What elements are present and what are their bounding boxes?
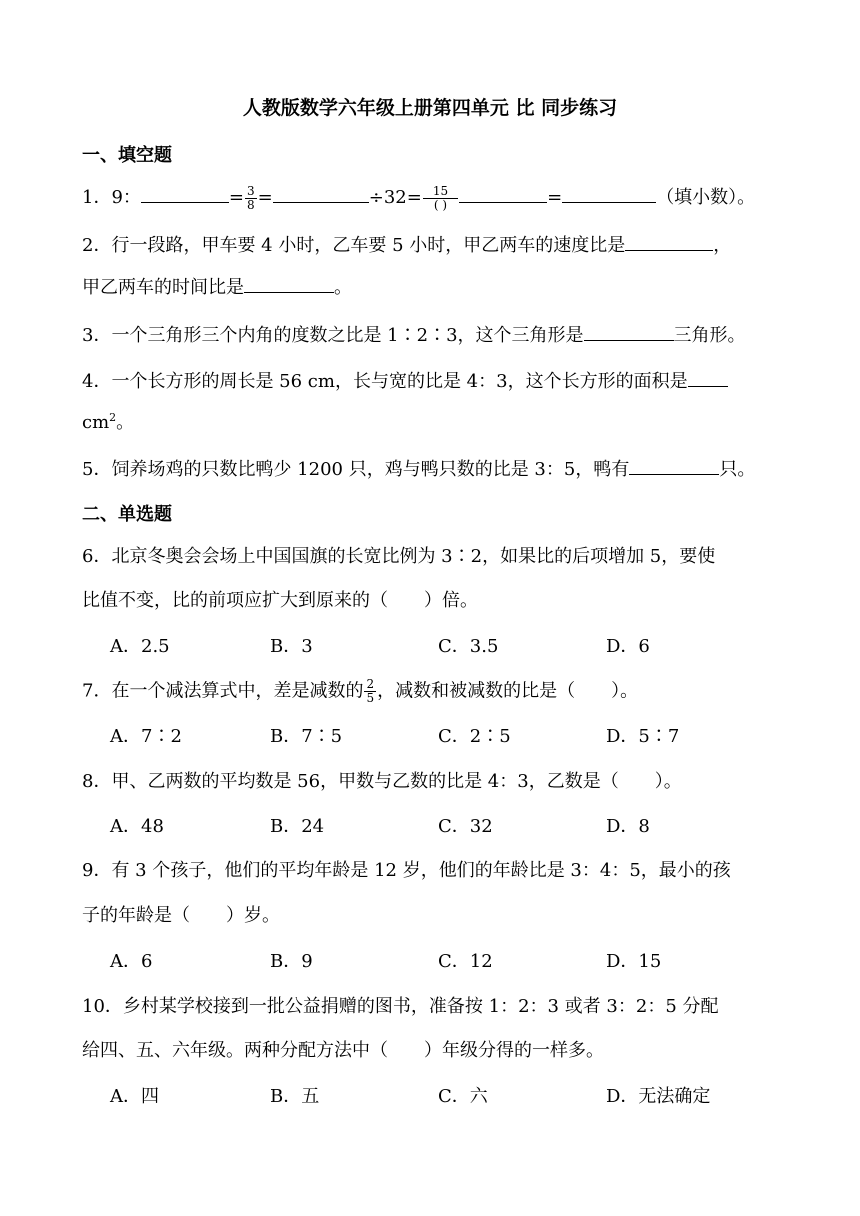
- section-heading-single-choice: 二、单选题: [82, 504, 172, 525]
- q7-text-end: ，减数和被减数的比是（ ）。: [377, 680, 639, 702]
- q1-suffix: （填小数）。: [656, 187, 756, 208]
- question-4: [82, 368, 728, 393]
- option-c[interactable]: C．3.5: [438, 636, 499, 657]
- section-heading-fill-in: 一、填空题: [82, 145, 172, 166]
- question-4-continued: [82, 412, 134, 434]
- q1-equals: =: [257, 187, 273, 208]
- fraction-numerator: 2: [366, 677, 375, 691]
- option-d[interactable]: D．15: [606, 951, 662, 972]
- option-b[interactable]: B．7∶5: [270, 726, 343, 747]
- question-6-continued: 比值不变，比的前项应扩大到原来的（ ）倍。: [82, 590, 478, 611]
- option-b[interactable]: B．24: [270, 816, 325, 837]
- question-9: 9．有 3 个孩子，他们的平均年龄是 12 岁，他们的年龄比是 3：4：5，最小的孩: [82, 860, 731, 881]
- option-d[interactable]: D．6: [606, 636, 650, 657]
- question-2: [82, 232, 731, 257]
- answer-blank[interactable]: [688, 368, 728, 387]
- question-3: [82, 322, 746, 347]
- answer-blank[interactable]: [459, 184, 547, 203]
- q3-suffix: 三角形。: [673, 325, 746, 346]
- option-a[interactable]: A．四: [110, 1086, 159, 1107]
- option-c[interactable]: C．12: [438, 951, 493, 972]
- q2-line1: 2．行一段路，甲车要 4 小时，乙车要 5 小时，甲乙两车的速度比是: [82, 235, 626, 256]
- answer-blank[interactable]: [625, 232, 713, 251]
- option-b[interactable]: B．五: [270, 1086, 320, 1107]
- fraction: [423, 185, 458, 212]
- page-title: 人教版数学六年级上册第四单元 比 同步练习: [242, 97, 618, 119]
- fraction-denominator: 5: [366, 691, 375, 705]
- option-d[interactable]: D．8: [606, 816, 650, 837]
- question-7: [82, 678, 638, 705]
- question-5: [82, 456, 755, 481]
- question-2-continued: [82, 274, 352, 299]
- question-9-continued: 子的年龄是（ ）岁。: [82, 905, 280, 926]
- answer-blank[interactable]: [273, 184, 369, 203]
- answer-blank[interactable]: [584, 322, 674, 341]
- fraction-denominator: ( ): [433, 197, 448, 212]
- option-c[interactable]: C．2∶5: [438, 726, 511, 747]
- option-b[interactable]: B．3: [270, 636, 313, 657]
- option-c[interactable]: C．六: [438, 1086, 488, 1107]
- q1-prefix: 1．9：: [82, 187, 141, 208]
- fraction-numerator: 3: [247, 183, 255, 198]
- q4-end: 。: [116, 412, 135, 433]
- option-a[interactable]: A．48: [110, 816, 164, 837]
- option-a[interactable]: A．6: [110, 951, 153, 972]
- option-a[interactable]: A．7∶2: [110, 726, 182, 747]
- q4-line1: 4．一个长方形的周长是 56 cm，长与宽的比是 4：3，这个长方形的面积是: [82, 371, 688, 392]
- answer-blank[interactable]: [629, 456, 719, 475]
- q2-line2-end: 。: [334, 277, 352, 298]
- q2-line2: 甲乙两车的时间比是: [82, 277, 244, 298]
- fraction-denominator: 8: [247, 197, 255, 212]
- option-b[interactable]: B．9: [270, 951, 313, 972]
- fraction: [364, 678, 376, 705]
- fraction: [245, 185, 257, 212]
- answer-blank[interactable]: [141, 184, 229, 203]
- answer-blank[interactable]: [562, 184, 656, 203]
- q4-unit-exponent: 2: [109, 411, 117, 424]
- answer-blank[interactable]: [244, 274, 334, 293]
- question-6: 6．北京冬奥会会场上中国国旗的长宽比例为 3∶2，如果比的后项增加 5，要使: [82, 546, 716, 567]
- q3-text: 3．一个三角形三个内角的度数之比是 1∶2∶3，这个三角形是: [82, 325, 584, 346]
- q7-text: 7．在一个减法算式中，差是减数的: [82, 680, 364, 702]
- fraction-numerator: 15: [423, 185, 458, 199]
- q2-line1-end: ，: [713, 235, 732, 256]
- option-d[interactable]: D．无法确定: [606, 1086, 711, 1107]
- q4-unit: cm: [82, 412, 110, 433]
- q1-divide: ÷32=: [368, 187, 422, 208]
- option-c[interactable]: C．32: [438, 816, 493, 837]
- q1-equals: =: [228, 187, 244, 208]
- question-8: 8．甲、乙两数的平均数是 56，甲数与乙数的比是 4：3，乙数是（ ）。: [82, 771, 682, 792]
- q1-equals: =: [547, 187, 563, 208]
- question-10-continued: 给四、五、六年级。两种分配方法中（ ）年级分得的一样多。: [82, 1040, 604, 1061]
- q5-suffix: 只。: [719, 459, 756, 480]
- question-10: 10．乡村某学校接到一批公益捐赠的图书，准备按 1：2：3 或者 3：2：5 分配: [82, 996, 719, 1017]
- option-a[interactable]: A．2.5: [110, 636, 170, 657]
- option-d[interactable]: D．5∶7: [606, 726, 680, 747]
- question-1: [82, 184, 755, 212]
- q5-text: 5．饲养场鸡的只数比鸭少 1200 只，鸡与鸭只数的比是 3：5，鸭有: [82, 459, 630, 480]
